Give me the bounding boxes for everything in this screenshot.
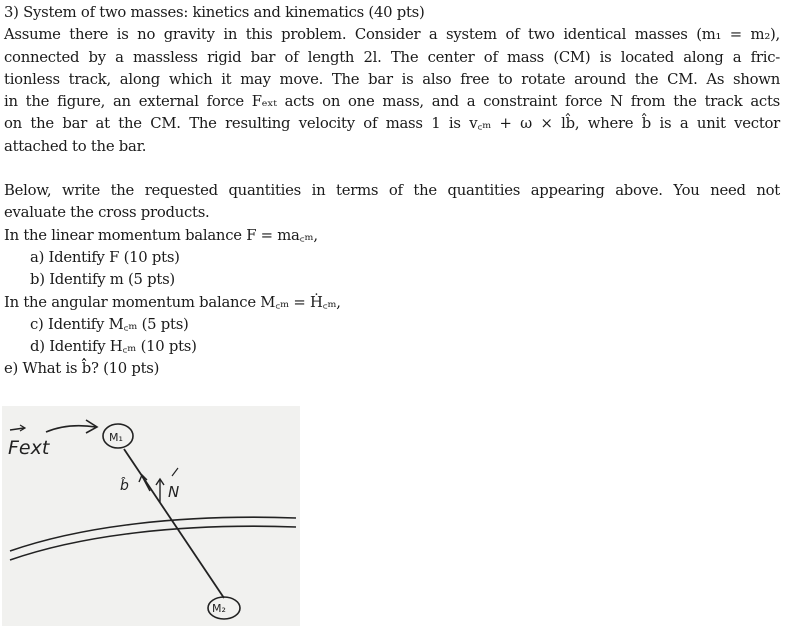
paragraph2-line2: evaluate the cross products. bbox=[4, 204, 210, 222]
problem-document bbox=[4, 2, 780, 381]
track-upper-line bbox=[10, 517, 296, 551]
mass1-label: M₁ bbox=[109, 431, 123, 444]
n-label: N bbox=[168, 483, 180, 501]
n-vector-bar bbox=[172, 468, 178, 476]
paragraph1-line4: in the figure, an external force Fₑₓₜ acts on one mass, and a constraint force N from the track acts bbox=[4, 93, 780, 111]
paragraph2-line1: Below, write the requested quantities in terms of the quantities appearing above. You need not bbox=[4, 182, 780, 200]
part-d: d) Identify H꜀ₘ (10 pts) bbox=[30, 338, 197, 356]
part-a: a) Identify F (10 pts) bbox=[30, 248, 180, 266]
hand-drawn-figure bbox=[2, 406, 300, 626]
part-c: c) Identify M꜀ₘ (5 pts) bbox=[30, 315, 189, 333]
problem-title: 3) System of two masses: kinetics and kinematics (40 pts) bbox=[4, 4, 425, 21]
paragraph1-line1: Assume there is no gravity in this problem. Consider a system of two identical masses (m₁ = m₂), bbox=[4, 26, 780, 44]
track-lower-line bbox=[10, 526, 296, 560]
paragraph1-line6: attached to the bar. bbox=[4, 137, 147, 155]
figure-drawing bbox=[2, 406, 300, 626]
paragraph1-line2: connected by a massless rigid bar of length 2l. The center of mass (CM) is located along a fric- bbox=[4, 48, 780, 66]
mass2-label: M₂ bbox=[212, 602, 226, 615]
linear-momentum-intro: In the linear momentum balance F = ma꜀ₘ, bbox=[4, 226, 318, 244]
paragraph1-line3: tionless track, along which it may move. The bar is also free to rotate around the CM. As shown bbox=[4, 70, 780, 88]
b-hat-label: b̂ bbox=[120, 478, 129, 494]
part-b: b) Identify m (5 pts) bbox=[30, 271, 175, 289]
paragraph1-line5: on the bar at the CM. The resulting velocity of mass 1 is v꜀ₘ + ω × lb̂, where b̂ is a unit vector bbox=[4, 115, 780, 133]
force-label: Fext bbox=[8, 437, 50, 459]
part-e: e) What is b̂̇? (10 pts) bbox=[4, 360, 160, 378]
angular-momentum-intro: In the angular momentum balance M꜀ₘ = Ḣ꜀ₘ, bbox=[4, 293, 341, 311]
